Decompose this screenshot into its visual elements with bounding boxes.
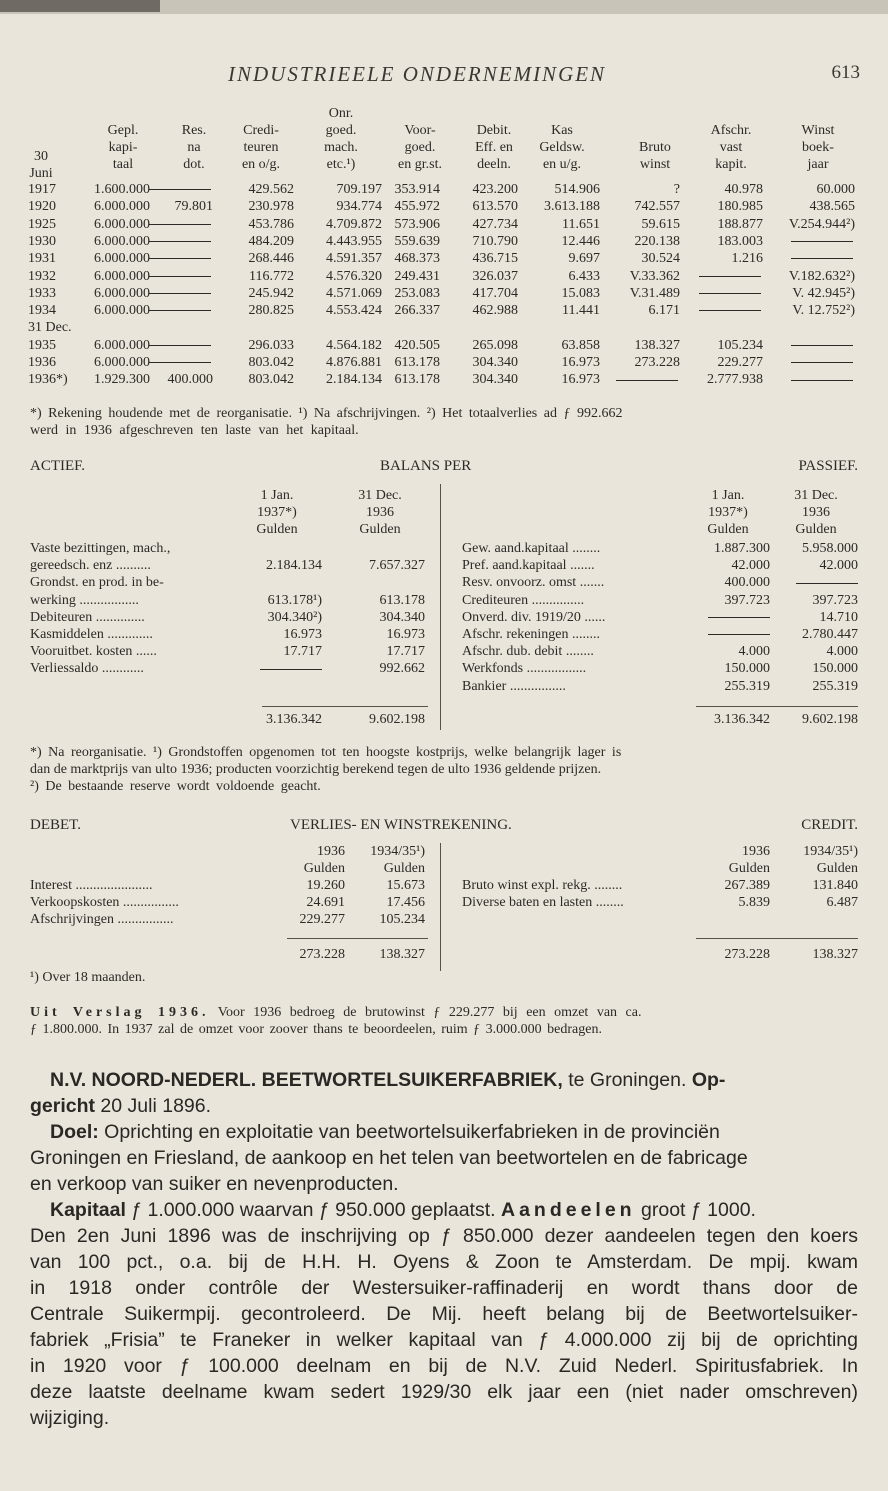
passief-value-dec: 397.723: [812, 592, 858, 608]
verslag-text: Voor 1936 bedroeg de brutowinst ƒ 229.277 bij een omzet van ca.: [217, 1005, 642, 1020]
opgericht-label-2: gericht: [30, 1095, 96, 1117]
table-cell: 304.340: [472, 355, 518, 370]
kapitaal-label: Kapitaal: [50, 1199, 126, 1221]
table-year-cell: 1920: [28, 199, 56, 215]
passief-value-jan: 255.319: [724, 678, 770, 694]
table-cell: 427.734: [472, 216, 518, 232]
wv-total-rule: [287, 938, 428, 939]
debet-value-1936: 24.691: [306, 895, 345, 910]
actief-value-jan: [260, 660, 322, 677]
history-line: Den 2en Juni 1896 was de inschrijving op ƒ 850.000 dezer aandeelen tegen den koers: [30, 1225, 858, 1247]
table-cell: 514.906: [554, 182, 600, 197]
table-cell: 4.576.320: [326, 268, 382, 284]
table-cell: 183.003: [717, 233, 763, 249]
table-cell: 229.277: [717, 355, 763, 370]
table-year-cell: 1932: [28, 268, 56, 284]
column-header-text: Res.: [181, 123, 207, 138]
actief-value-dec: 304.340: [379, 609, 425, 625]
table-cell: 1.929.300: [94, 372, 150, 388]
column-header-text: en u/g.: [542, 157, 582, 172]
column-header-text: Credi-: [243, 123, 279, 138]
credit-value-1936: 267.389: [724, 878, 770, 893]
table-cell: 220.138: [634, 233, 680, 249]
table-cell: 11.651: [562, 216, 600, 232]
table-cell: 1.216: [731, 251, 763, 267]
table-cell: 429.562: [248, 182, 294, 197]
table-cell: 6.433: [568, 268, 600, 284]
table-cell: 613.178: [394, 355, 440, 370]
table-cell: 304.340: [472, 372, 518, 388]
aandeelen-text: groot ƒ 1000.: [635, 1199, 756, 1221]
balance-footnote-line: ²) De bestaande reserve wordt voldoende geacht.: [30, 779, 321, 794]
table-cell: 4.571.069: [326, 285, 382, 301]
actief-value-jan: 2.184.134: [266, 558, 322, 574]
table-cell: 6.000.000: [94, 268, 150, 284]
credit-value-1936: 5.839: [738, 895, 770, 910]
column-header-text: kapi-: [108, 140, 138, 155]
doel-line-2: Groningen en Friesland, de aankoop en het telen van beetwortelen en de fabricage: [30, 1147, 748, 1169]
history-line: deze laatste deelname kwam sedert 1929/30 elk jaar een (niet nader omschreven): [30, 1381, 858, 1403]
column-header-text: Onr.: [328, 106, 354, 121]
debet-value-1934: 105.234: [379, 912, 425, 927]
table-cell: 326.037: [472, 268, 518, 284]
doel-line-1: Oprichting en exploitatie van beetwortelsuikerfabrieken in de provinciën: [104, 1121, 720, 1143]
table-cell: 16.973: [561, 372, 600, 388]
debet-item-label: Verkoopskosten ................: [30, 895, 179, 910]
column-header-text: vast: [719, 140, 743, 155]
passief-item-label: Gew. aand.kapitaal ........: [462, 541, 601, 556]
wv-column-header: Gulden: [383, 861, 425, 876]
table-cell: 63.858: [561, 337, 600, 353]
passief-total-dec: 9.602.198: [802, 712, 858, 727]
passief-heading: PASSIEF.: [798, 458, 858, 474]
company-name: N.V. NOORD-NEDERL. BEETWORTELSUIKERFABRIEK,: [50, 1069, 563, 1091]
table-cell: 15.083: [561, 285, 600, 301]
column-header-text: taal: [112, 157, 134, 172]
actief-item-label: Debiteuren ..............: [30, 609, 145, 625]
table-cell: 188.877: [717, 216, 763, 232]
table-cell: V. 12.752²): [792, 303, 855, 319]
table-dash-cell: [791, 233, 853, 250]
wv-column-header: 1934/35¹): [370, 844, 425, 859]
passief-value-dec: 255.319: [812, 678, 858, 694]
table-year-cell: 1925: [28, 216, 56, 232]
table-cell: 4.564.182: [326, 337, 382, 353]
actief-item-label: Grondst. en prod. in be-: [30, 575, 164, 591]
table-cell: 4.443.955: [326, 233, 382, 249]
column-header-text: Voor-: [404, 123, 436, 138]
balans-heading: BALANS PER: [380, 458, 472, 474]
balance-column-header: Gulden: [359, 522, 401, 537]
table-cell: 245.942: [248, 285, 294, 301]
company-location: te Groningen.: [562, 1069, 692, 1091]
column-header-text: en o/g.: [241, 157, 281, 172]
table-cell: 423.200: [472, 182, 518, 197]
column-header-text: 30: [34, 149, 48, 164]
history-line: wijziging.: [30, 1407, 110, 1429]
actief-value-jan: 304.340²): [267, 609, 322, 625]
balance-footnote-line: *) Na reorganisatie. ¹) Grondstoffen opgenomen tot ten hoogste kostprijs, welke belangrijk lager is: [30, 745, 622, 760]
table-cell: 453.786: [248, 216, 294, 232]
balance-column-header: 1936: [802, 505, 830, 520]
passief-item-label: Werkfonds .................: [462, 661, 587, 677]
wv-column-header: 1936: [742, 844, 770, 859]
passief-item-label: Onverd. div. 1919/20 ......: [462, 609, 606, 625]
table-cell: 6.000.000: [94, 251, 150, 267]
table-cell: 438.565: [809, 199, 855, 215]
table-cell: 4.553.424: [326, 303, 382, 319]
table-cell: 462.988: [472, 303, 518, 319]
table-footnote-line: werd in 1936 afgeschreven ten laste van het kapitaal.: [30, 423, 359, 438]
passief-item-label: Afschr. dub. debit ........: [462, 644, 594, 660]
opgericht-label: Op-: [691, 1069, 726, 1091]
passief-value-dec: 42.000: [819, 558, 858, 574]
kapitaal-text: ƒ 1.000.000 waarvan ƒ 950.000 geplaatst.: [125, 1199, 501, 1221]
actief-total-jan: 3.136.342: [266, 712, 322, 727]
opgericht-value: 20 Juli 1896.: [95, 1095, 212, 1117]
table-cell: 16.973: [561, 355, 600, 370]
credit-total-1936: 273.228: [724, 947, 770, 962]
table-cell: V.31.489: [629, 285, 680, 301]
table-cell: 30.524: [641, 251, 680, 267]
balance-column-header: 1937*): [708, 505, 748, 520]
wv-column-header: 1934/35¹): [803, 844, 858, 859]
history-line: Centrale Suikermpij. gecontroleerd. De Mij. heeft belang bij de Beetwortelsuiker-: [30, 1303, 858, 1325]
credit-value-1934: 131.840: [812, 878, 858, 893]
wv-column-header: Gulden: [816, 861, 858, 876]
debet-total-1934: 138.327: [379, 947, 425, 962]
table-cell: 268.446: [248, 251, 294, 267]
history-line: fabriek „Frisia” te Franeker in welker kapitaal van ƒ 4.000.000 zij bij de oprichting: [30, 1329, 858, 1351]
table-cell: 266.337: [394, 303, 440, 319]
table-cell: 613.570: [472, 199, 518, 215]
passief-value-dec: 2.780.447: [802, 627, 858, 642]
debet-value-1934: 17.456: [386, 895, 425, 910]
table-cell: V. 42.945²): [792, 285, 855, 301]
history-line: in 1920 voor ƒ 100.000 deelnam en bij de N.V. Zuid Nederl. Spiritusfabriek. In: [30, 1355, 858, 1377]
passief-item-label: Crediteuren ...............: [462, 592, 585, 608]
passief-value-dec: 4.000: [826, 644, 858, 660]
table-cell: 273.228: [634, 355, 680, 370]
balance-total-rule: [696, 706, 858, 707]
credit-heading: CREDIT.: [801, 817, 858, 833]
running-header-title: INDUSTRIEELE ONDERNEMINGEN: [228, 62, 607, 86]
table-cell: 60.000: [816, 182, 855, 197]
table-cell: V.182.632²): [788, 268, 855, 284]
column-header-text: Juni: [29, 166, 53, 181]
table-cell: 249.431: [394, 268, 440, 284]
table-cell: 265.098: [472, 337, 518, 353]
actief-item-label: gereedsch. enz ..........: [30, 558, 151, 574]
passief-item-label: Pref. aand.kapitaal .......: [462, 558, 595, 574]
passief-value-jan: 400.000: [724, 575, 770, 591]
debet-value-1936: 19.260: [306, 878, 345, 893]
table-cell: 742.557: [634, 199, 680, 215]
table-cell: 6.000.000: [94, 355, 150, 370]
table-cell: 710.790: [472, 233, 518, 249]
table-cell: 709.197: [336, 182, 382, 197]
wv-heading: VERLIES- EN WINSTREKENING.: [290, 817, 512, 833]
table-dash-cell: [791, 250, 853, 267]
table-cell: 420.505: [394, 337, 440, 353]
table-cell: 934.774: [336, 199, 382, 215]
table-cell: 4.591.357: [326, 251, 382, 267]
table-cell: 436.715: [472, 251, 518, 267]
table-cell: 3.613.188: [544, 199, 600, 215]
table-cell: 559.639: [394, 233, 440, 249]
wv-column-header: Gulden: [303, 861, 345, 876]
table-cell: 4.876.881: [326, 355, 382, 370]
wv-divider: [440, 843, 441, 971]
column-header-text: Bruto: [639, 140, 671, 155]
table-cell: 484.209: [248, 233, 294, 249]
table-year-cell: 1936: [28, 355, 56, 370]
table-year-cell: 1935: [28, 337, 56, 353]
debet-value-1936: 229.277: [299, 912, 345, 927]
balance-column-header: 1936: [366, 505, 394, 520]
wv-total-rule: [696, 938, 858, 939]
balance-footnote-line: dan de marktprijs van ulto 1936; producten voorzichtig berekend tegen de ulto 1936 geldende prijzen.: [30, 762, 602, 777]
debet-item-label: Afschrijvingen ................: [30, 912, 174, 927]
table-cell: 6.171: [648, 303, 680, 319]
passief-value-jan: 42.000: [731, 558, 770, 574]
table-cell: 6.000.000: [94, 216, 150, 232]
column-header-text: winst: [639, 157, 671, 172]
passief-value-dec: [796, 574, 858, 591]
history-line: in 1918 onder contrôle der Westersuiker-raffinaderij en wordt thans door de: [30, 1277, 858, 1299]
column-header-text: etc.¹): [326, 157, 356, 172]
column-header-text: Afschr.: [710, 123, 752, 138]
table-cell: 613.178: [394, 372, 440, 388]
passief-total-jan: 3.136.342: [714, 712, 770, 727]
page-number: 613: [831, 62, 860, 83]
table-cell: 138.327: [634, 337, 680, 353]
actief-heading: ACTIEF.: [30, 458, 86, 474]
column-header-text: Debit.: [476, 123, 512, 138]
table-cell: V.33.362: [629, 268, 680, 284]
debet-heading: DEBET.: [30, 817, 81, 833]
table-cell: 12.446: [561, 233, 600, 249]
passief-value-dec: 14.710: [819, 609, 858, 625]
actief-item-label: werking .................: [30, 592, 139, 608]
table-cell: 6.000.000: [94, 303, 150, 319]
actief-value-dec: 613.178: [379, 592, 425, 608]
column-header-text: deeln.: [477, 157, 511, 172]
table-dash-cell: [791, 354, 853, 371]
debet-item-label: Interest ......................: [30, 878, 153, 893]
balance-column-header: 1 Jan.: [711, 488, 745, 503]
table-cell: 573.906: [394, 216, 440, 232]
debet-value-1934: 15.673: [386, 878, 425, 893]
table-cell: 9.697: [568, 251, 600, 267]
balance-divider: [440, 484, 441, 730]
column-header-text: Kas: [551, 123, 573, 138]
doel-label: Doel:: [50, 1121, 99, 1143]
column-header-text: jaar: [807, 157, 829, 172]
table-row-label: 31 Dec.: [28, 320, 72, 336]
aandeelen-label: Aandeelen: [500, 1199, 636, 1221]
debet-total-1936: 273.228: [299, 947, 345, 962]
table-dash-cell: [791, 371, 853, 388]
table-cell: 417.704: [472, 285, 518, 301]
column-header-text: Eff. en: [475, 140, 513, 155]
credit-item-label: Bruto winst expl. rekg. ........: [462, 878, 623, 893]
actief-item-label: Verliessaldo ............: [30, 661, 144, 677]
passief-value-jan: 1.887.300: [714, 541, 770, 556]
balance-column-header: 31 Dec.: [794, 488, 838, 503]
scan-edge: [0, 0, 888, 14]
table-cell: 400.000: [167, 372, 213, 388]
table-year-cell: 1930: [28, 233, 56, 249]
column-header-text: boek-: [802, 140, 834, 155]
table-cell: 6.000.000: [94, 285, 150, 301]
credit-item-label: Diverse baten en lasten ........: [462, 895, 624, 910]
table-cell: V.254.944²): [788, 216, 855, 232]
passief-value-jan: 4.000: [738, 644, 770, 660]
column-header-text: na: [187, 140, 201, 155]
column-header-text: kapit.: [715, 157, 747, 172]
table-cell: 296.033: [248, 337, 294, 353]
table-cell: ?: [673, 182, 680, 197]
column-header-text: Winst: [801, 123, 835, 138]
table-year-cell: 1933: [28, 285, 56, 301]
credit-value-1934: 6.487: [826, 895, 858, 910]
table-cell: 59.615: [641, 216, 680, 232]
actief-value-jan: 16.973: [283, 627, 322, 642]
balance-column-header: Gulden: [707, 522, 749, 537]
table-cell: 2.777.938: [707, 372, 763, 388]
column-header-text: en gr.st.: [398, 157, 442, 172]
passief-item-label: Afschr. rekeningen ........: [462, 627, 601, 642]
balance-column-header: 31 Dec.: [358, 488, 402, 503]
table-cell: 230.978: [248, 199, 294, 215]
table-cell: 116.772: [249, 268, 294, 284]
table-cell: 6.000.000: [94, 337, 150, 353]
table-cell: 803.042: [248, 372, 294, 388]
actief-value-dec: 17.717: [386, 644, 425, 660]
actief-item-label: Vooruitbet. kosten ......: [30, 644, 157, 660]
table-year-cell: 1936*): [28, 372, 68, 388]
actief-item-label: Vaste bezittingen, mach.,: [30, 541, 171, 556]
doel-line-3: en verkoop van suiker en nevenproducten.: [30, 1173, 399, 1195]
balance-column-header: 1 Jan.: [260, 488, 294, 503]
passief-item-label: Bankier ................: [462, 678, 566, 694]
column-header-text: Gepl.: [107, 123, 139, 138]
table-cell: 353.914: [394, 182, 440, 197]
actief-value-dec: 16.973: [386, 627, 425, 642]
table-cell: 1.600.000: [94, 182, 150, 197]
wv-column-header: 1936: [317, 844, 345, 859]
table-cell: 2.184.134: [326, 372, 382, 388]
table-year-cell: 1931: [28, 251, 56, 267]
table-cell: 4.709.872: [326, 216, 382, 232]
balance-total-rule: [262, 706, 428, 707]
balance-column-header: Gulden: [795, 522, 837, 537]
actief-value-dec: 992.662: [379, 661, 425, 677]
table-year-cell: 1917: [28, 182, 56, 197]
table-cell: 11.441: [562, 303, 600, 319]
actief-value-jan: 613.178¹): [267, 592, 322, 608]
history-line: van 100 pct., o.a. bij de H.H. H. Oyens & Zoon te Amsterdam. De mpij. kwam: [30, 1251, 858, 1273]
table-cell: 105.234: [717, 337, 763, 353]
table-cell: 40.978: [724, 182, 763, 197]
column-header-text: goed.: [325, 123, 357, 138]
table-dash-cell: [791, 337, 853, 354]
passief-value-jan: 150.000: [724, 661, 770, 677]
table-cell: 180.985: [717, 199, 763, 215]
verslag-text-2: ƒ 1.800.000. In 1937 zal de omzet voor zoover thans te beoordeelen, ruim ƒ 3.000.000 bedragen.: [30, 1022, 602, 1037]
table-cell: 6.000.000: [94, 233, 150, 249]
actief-total-dec: 9.602.198: [369, 712, 425, 727]
table-cell: 455.972: [394, 199, 440, 215]
table-cell: 253.083: [394, 285, 440, 301]
balance-column-header: 1937*): [257, 505, 297, 520]
table-cell: 468.373: [394, 251, 440, 267]
passief-item-label: Resv. onvoorz. omst .......: [462, 575, 605, 591]
table-year-cell: 1934: [28, 303, 56, 319]
passief-value-dec: 150.000: [812, 661, 858, 677]
table-cell: 79.801: [174, 199, 213, 215]
actief-value-jan: 17.717: [283, 644, 322, 660]
column-header-text: teuren: [243, 140, 279, 155]
column-header-text: Geldsw.: [539, 140, 585, 155]
table-cell: 6.000.000: [94, 199, 150, 215]
credit-total-1934: 138.327: [812, 947, 858, 962]
column-header-text: goed.: [404, 140, 436, 155]
table-cell: 803.042: [248, 355, 294, 370]
passief-value-jan: 397.723: [724, 592, 770, 608]
actief-item-label: Kasmiddelen .............: [30, 627, 153, 642]
table-footnote-line: *) Rekening houdende met de reorganisatie. ¹) Na afschrijvingen. ²) Het totaalverlies ad ƒ 992.662: [30, 406, 623, 421]
passief-value-dec: 5.958.000: [802, 541, 858, 556]
column-header-text: mach.: [324, 140, 358, 155]
wv-footnote: ¹) Over 18 maanden.: [30, 970, 146, 985]
balance-column-header: Gulden: [256, 522, 298, 537]
table-cell: 280.825: [248, 303, 294, 319]
wv-column-header: Gulden: [728, 861, 770, 876]
column-header-text: dot.: [183, 157, 205, 172]
verslag-lead: Uit Verslag 1936.: [30, 1005, 210, 1020]
actief-value-dec: 7.657.327: [369, 558, 425, 574]
